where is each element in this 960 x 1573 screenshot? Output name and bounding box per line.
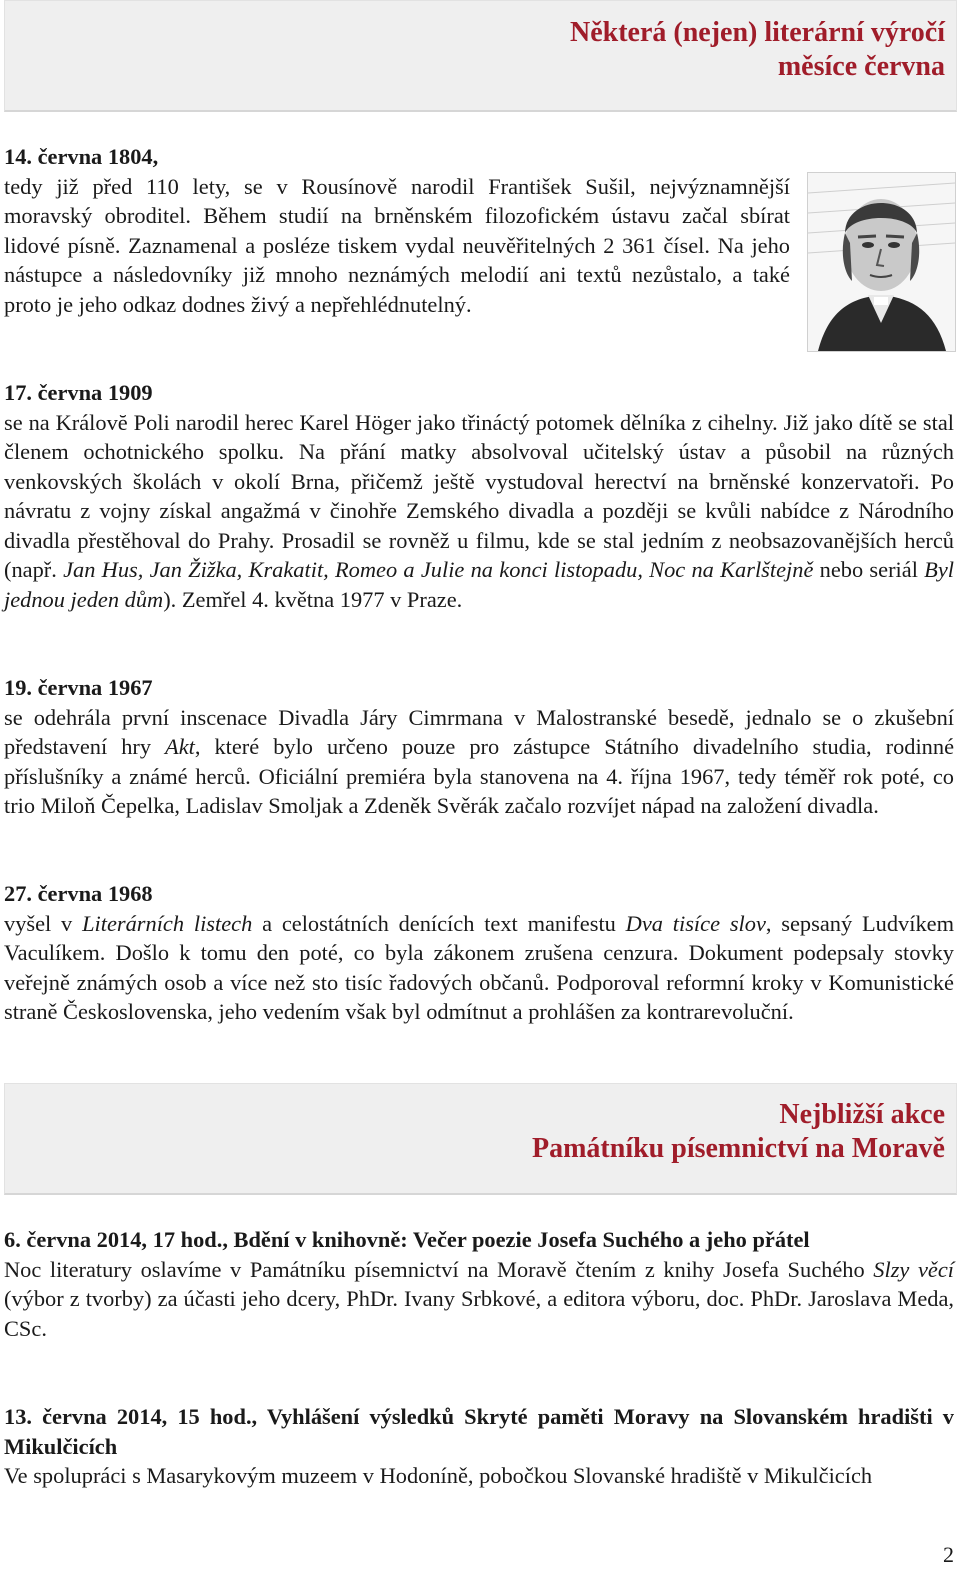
header-line-2: měsíce června — [777, 51, 945, 82]
text-run: , které bylo určeno pouze pro zástupce Státního divadelního studia, rodinné příslušníky a známé herců. Oficiální premiéra byla stanovena na 4. října 1967, tedy téměř rok poté, co trio Miloň Čepelka, Ladislav Smoljak a Zdeněk Svěrák začalo rozvíjet nápad na založení divadla. — [4, 734, 955, 818]
text-run: vyšel v — [4, 910, 83, 936]
anniversary-hoger — [4, 378, 954, 614]
italic-title: Jan Hus, Jan Žižka, Krakatit, Romeo a Julie na konci listopadu, Noc na Karlštejně — [63, 557, 814, 582]
italic-title: Dva tisíce slov — [625, 910, 766, 936]
text-run: se na Královĕ Poli narodil herec Karel Höger jako třináctý potomek dělníka z cihelny. Již jako dítě se stal členem ochotnického spolku. Na přání matky absolvoval učitelský ústav a působil na různých venkovských školách v okolí Brna, přičemž ještě vystudoval herectví na brněnské konzervatoři. Po návratu z vojny získal angažmá v činohře Zemského divadla a později se kvůli nabídce z Národního divadla přestěhoval do Prahy. Prosadil se rovněž u filmu, kde se stal jedním z neobsazovanějších herců (např. — [4, 409, 954, 582]
text-run: se odehrála první inscenace Divadla Járy Cimrmana v Malostranské besedě, jednalo se o zkušební představení hry — [4, 704, 954, 759]
text-run: , sepsaný Ludvíkem Vaculíkem. Došlo k tomu den poté, co byla zákonem zrušena cenzura. Dokument podepsaly stovky veřejně známých osob a více než sto tisíc řadových občanů. Podporoval reformní kroky v Komunistické straně Československa, jeho vedením však byl odmítnut a prohlášen za kontrarevoluční. — [4, 910, 955, 1024]
portrait-engraving-icon — [808, 173, 955, 351]
anniversary-date: 14. června 1804, — [4, 144, 159, 169]
events-header — [4, 1083, 957, 1195]
event-title: , Vyhlášení výsledků Skryté paměti Moravy na Slovanském hradišti v Mikulčicích — [4, 1404, 954, 1459]
italic-title: Byl jednou jeden dům — [4, 557, 955, 612]
events-header-line-2: Památníku písemnictví na Moravě — [532, 1133, 945, 1164]
event-date: 6. června 2014, 17 hod. — [4, 1227, 223, 1252]
text-run: ). Zemřel 4. května 1977 v Praze. — [163, 586, 463, 612]
text-run: nebo seriál — [813, 557, 925, 582]
italic-title: Slzy věcí — [873, 1256, 954, 1282]
anniversary-cimrman — [4, 673, 954, 821]
anniversary-susil — [4, 142, 790, 319]
events-header-line-1: Nejbližší akce — [779, 1099, 945, 1130]
anniversary-text — [4, 408, 954, 615]
anniversary-date: 17. června 1909 — [4, 380, 153, 405]
anniversary-text — [4, 172, 790, 320]
text-run: a celostátních denících text manifestu — [252, 910, 626, 936]
event-text — [4, 1461, 954, 1491]
text-run: (výbor z tvorby) za účasti jeho dcery, PhDr. Ivany Srbkové, a editora výboru, doc. PhDr. Jaroslava Meda, CSc. — [4, 1286, 954, 1341]
event-item — [4, 1402, 954, 1491]
event-heading — [4, 1225, 954, 1255]
italic-title: Akt — [165, 734, 195, 759]
anniversary-manifest — [4, 879, 954, 1027]
page-number: 2 — [943, 1542, 954, 1567]
event-item — [4, 1225, 954, 1343]
header-line-1: Některá (nejen) literární výročí — [569, 17, 945, 48]
italic-title: Literárních listech — [82, 910, 253, 936]
anniversary-text — [4, 909, 954, 1027]
anniversaries-header — [4, 0, 957, 112]
text-run: tedy již před 110 lety, se v Rousínově narodil František Sušil, nejvýznamnější moravský obroditel. Během studií na brněnském filozofickém ústavu začal sbírat lidové písně. Zaznamenal a posléze tiskem vydal neuvěřitelných 2 361 čísel. Na jeho nástupce a následovníky již mnoho neznámých melodií ani textů nezůstalo, a také proto je jeho odkaz dodnes živý a nepřehlédnutelný. — [4, 173, 790, 317]
event-date: 13. června 2014, 15 hod. — [4, 1404, 252, 1429]
text-run: Noc literatury oslavíme v Památníku písemnictví na Moravě čtením z knihy Josefa Suchého — [4, 1256, 874, 1282]
anniversary-date: 27. června 1968 — [4, 881, 153, 906]
portrait-image — [807, 172, 956, 352]
text-run: Ve spolupráci s Masarykovým muzeem v Hodoníně, pobočkou Slovanské hradiště v Mikulčicích — [4, 1463, 873, 1488]
anniversary-text — [4, 703, 954, 821]
event-text — [4, 1255, 954, 1344]
event-heading — [4, 1402, 954, 1461]
event-title: , Bdění v knihovně: Večer poezie Josefa Suchého a jeho přátel — [222, 1227, 810, 1252]
anniversary-date: 19. června 1967 — [4, 675, 153, 700]
